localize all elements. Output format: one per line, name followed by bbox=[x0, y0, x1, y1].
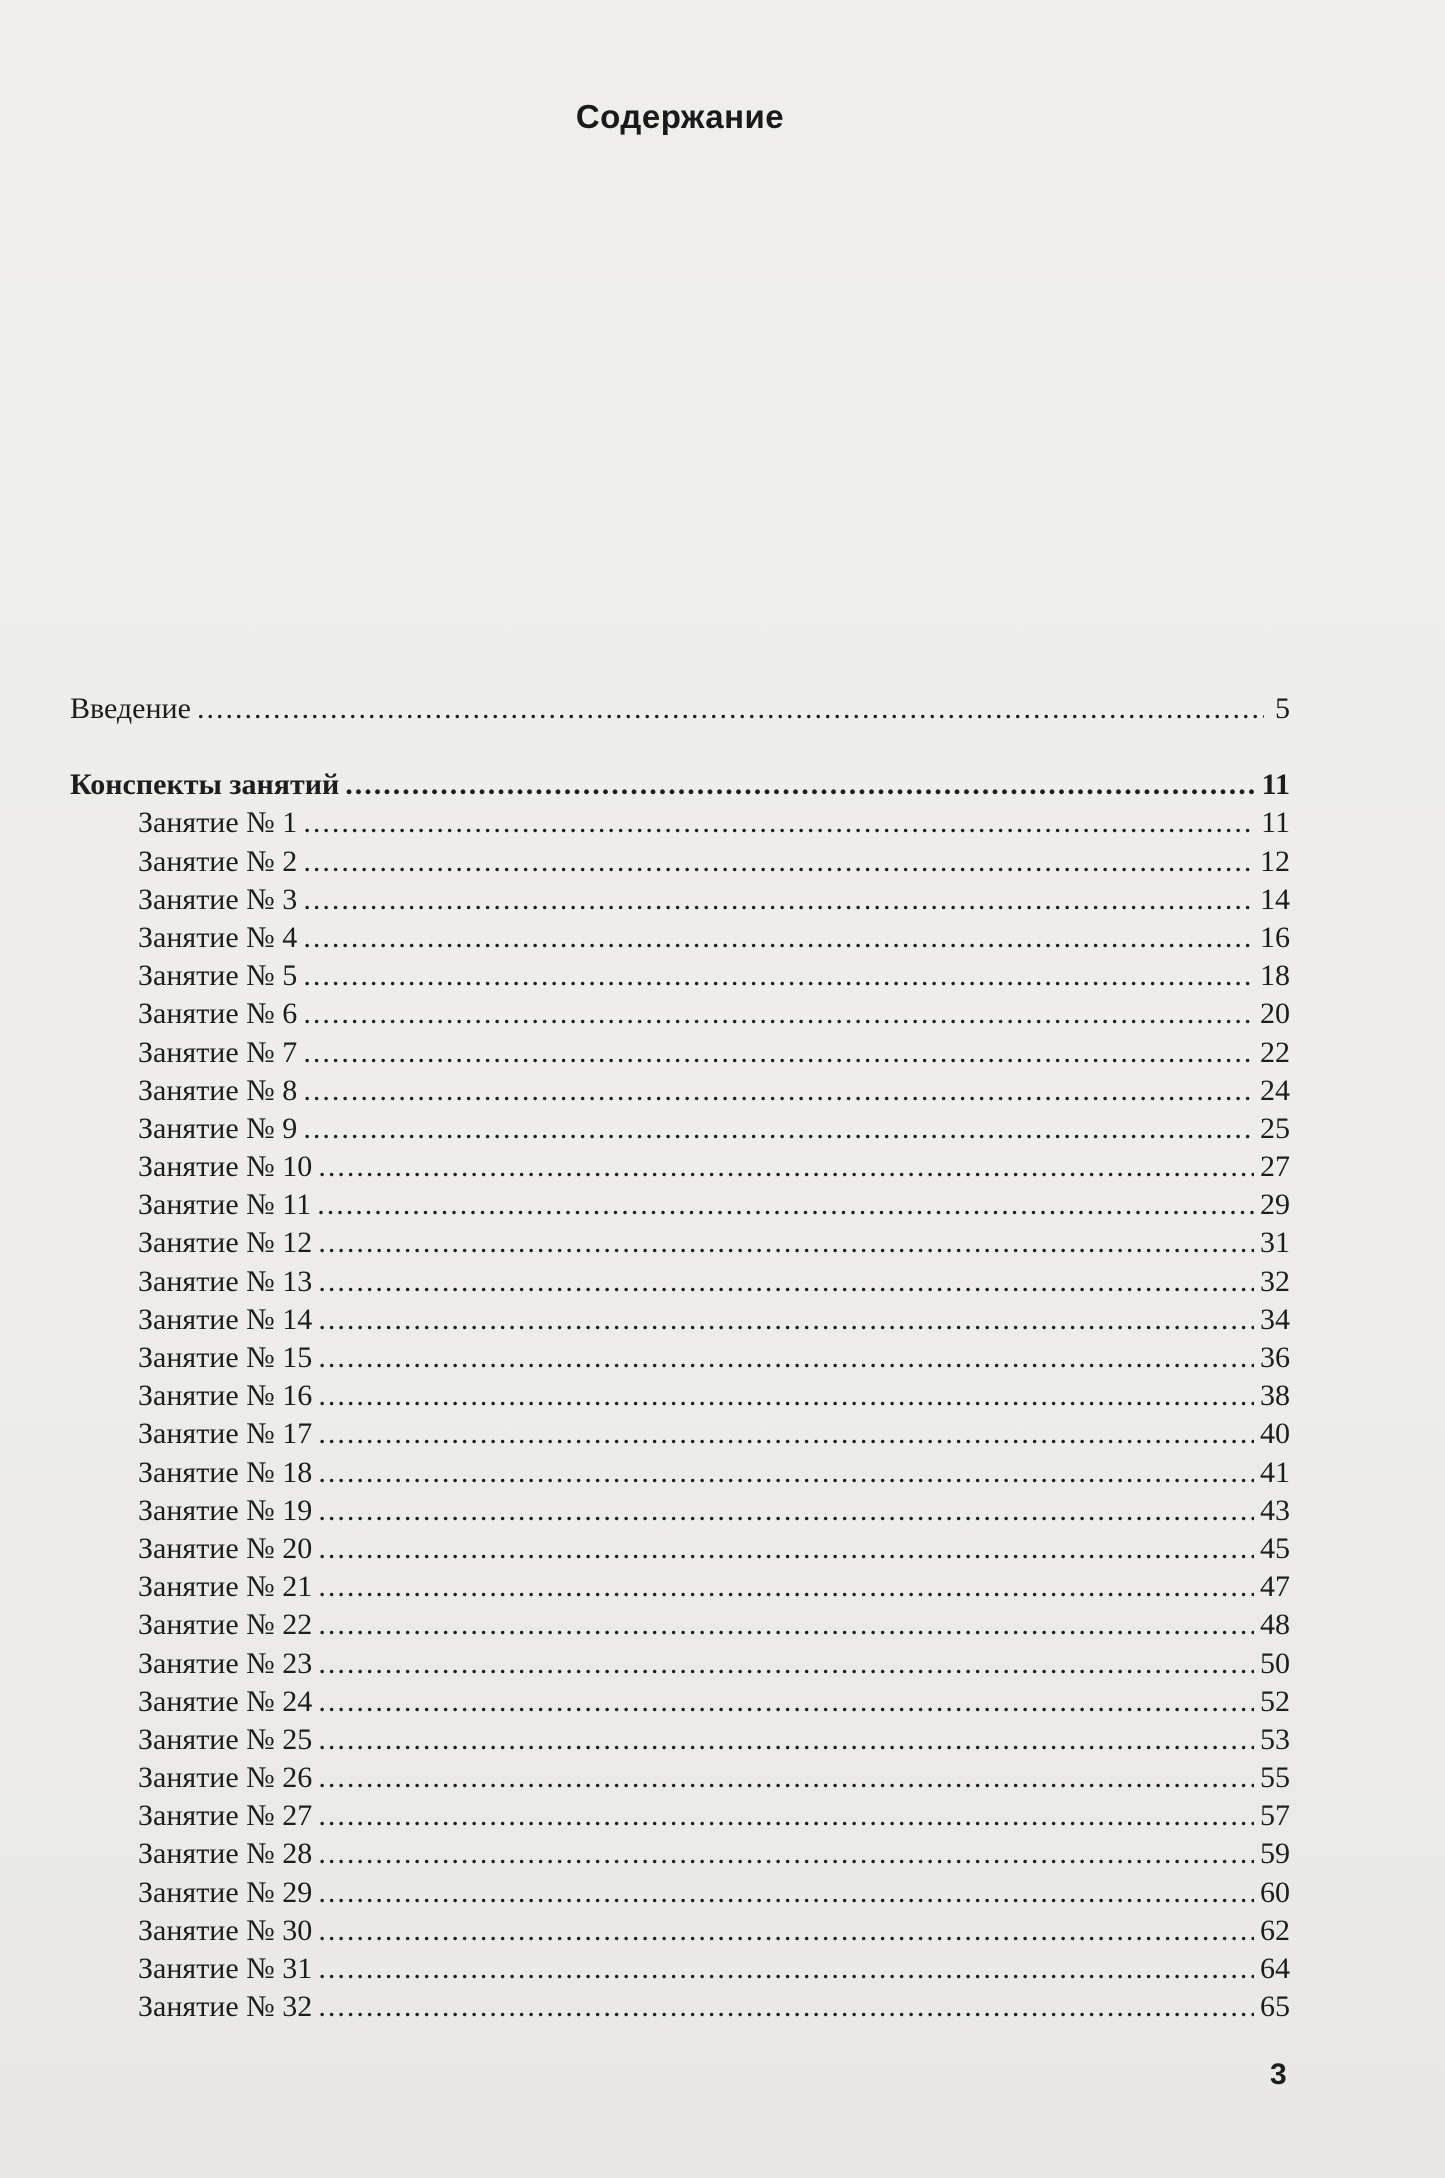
toc-entry bbox=[70, 1645, 1290, 1683]
toc-leader-dots bbox=[318, 1645, 1254, 1683]
toc-leader-dots bbox=[318, 1454, 1254, 1492]
toc-leader-dots bbox=[318, 1568, 1254, 1606]
toc-entry-label: Занятие № 7 bbox=[138, 1035, 298, 1069]
toc-entry-page: 43 bbox=[1260, 1493, 1290, 1527]
toc-entry-label: Занятие № 25 bbox=[138, 1722, 313, 1756]
toc-entry-label: Занятие № 26 bbox=[138, 1761, 313, 1795]
toc-leader-dots bbox=[318, 1797, 1254, 1835]
toc-entry-page: 40 bbox=[1260, 1417, 1290, 1451]
toc-leader-dots bbox=[318, 1339, 1254, 1377]
toc-entry bbox=[70, 804, 1290, 842]
toc-entry bbox=[70, 1950, 1290, 1988]
toc-entry-label: Конспекты занятий bbox=[70, 768, 340, 802]
toc-leader-dots bbox=[318, 1759, 1254, 1797]
page-number: 3 bbox=[1270, 2058, 1287, 2091]
toc-leader-dots bbox=[318, 1492, 1254, 1530]
toc-entry bbox=[70, 1415, 1290, 1453]
toc-entry-page: 32 bbox=[1260, 1264, 1290, 1298]
toc-entry-page: 34 bbox=[1260, 1302, 1290, 1336]
toc-leader-dots bbox=[303, 843, 1254, 881]
page-title: Содержание bbox=[575, 98, 785, 135]
toc-leader-dots bbox=[345, 766, 1255, 804]
toc-entry-label: Занятие № 23 bbox=[138, 1646, 313, 1680]
toc-entry-page: 12 bbox=[1260, 844, 1290, 878]
toc-entry bbox=[70, 1530, 1290, 1568]
toc-entry-page: 11 bbox=[1261, 806, 1290, 840]
toc-leader-dots bbox=[197, 690, 1264, 728]
toc-entry bbox=[70, 766, 1290, 804]
toc-leader-dots bbox=[318, 1301, 1254, 1339]
toc-entry-page: 60 bbox=[1260, 1875, 1290, 1909]
toc-entry bbox=[70, 1263, 1290, 1301]
toc-entry-label: Занятие № 10 bbox=[138, 1150, 313, 1184]
toc-entry-label: Занятие № 20 bbox=[138, 1531, 313, 1565]
toc-entry bbox=[70, 1835, 1290, 1873]
toc-entry-label: Занятие № 13 bbox=[138, 1264, 313, 1298]
toc-entry-page: 5 bbox=[1275, 692, 1290, 725]
toc-entry bbox=[70, 1034, 1290, 1072]
toc-entry-page: 59 bbox=[1260, 1837, 1290, 1871]
toc-leader-dots bbox=[303, 995, 1254, 1033]
toc-leader-dots bbox=[318, 1912, 1254, 1950]
toc-leader-dots bbox=[303, 804, 1255, 842]
toc-entry-label: Занятие № 8 bbox=[138, 1073, 298, 1107]
toc-entry-page: 22 bbox=[1260, 1035, 1290, 1069]
toc-entry-label: Занятие № 28 bbox=[138, 1837, 313, 1871]
toc-entry-page: 62 bbox=[1260, 1913, 1290, 1947]
toc-entry bbox=[70, 1683, 1290, 1721]
toc-entry bbox=[70, 1186, 1290, 1224]
toc-leader-dots bbox=[318, 1224, 1254, 1262]
toc-entry bbox=[70, 1606, 1290, 1644]
toc-entry-page: 50 bbox=[1260, 1646, 1290, 1680]
toc-leader-dots bbox=[318, 1683, 1254, 1721]
toc-entry-label: Занятие № 15 bbox=[138, 1341, 313, 1374]
toc-entry-page: 27 bbox=[1260, 1150, 1290, 1184]
toc-entry bbox=[70, 995, 1290, 1033]
toc-entry bbox=[70, 1224, 1290, 1262]
toc-entry-label: Занятие № 12 bbox=[138, 1226, 313, 1260]
toc-entry-page: 29 bbox=[1260, 1188, 1290, 1222]
toc-entry bbox=[70, 1759, 1290, 1797]
toc-leader-dots bbox=[317, 1186, 1254, 1224]
toc-entry-page: 38 bbox=[1260, 1379, 1290, 1413]
table-of-contents bbox=[70, 690, 1290, 2026]
toc-entry bbox=[70, 881, 1290, 919]
toc-entry bbox=[70, 1912, 1290, 1950]
toc-entry-page: 53 bbox=[1260, 1722, 1290, 1756]
toc-entry-label: Занятие № 4 bbox=[138, 920, 298, 954]
toc-entry bbox=[70, 1339, 1290, 1377]
toc-leader-dots bbox=[318, 1606, 1254, 1644]
toc-entry bbox=[70, 1874, 1290, 1912]
toc-entry-label: Занятие № 22 bbox=[138, 1608, 313, 1642]
toc-entry bbox=[70, 1454, 1290, 1492]
toc-entry-label: Занятие № 16 bbox=[138, 1379, 313, 1413]
toc-leader-dots bbox=[303, 881, 1254, 919]
toc-leader-dots bbox=[318, 1415, 1254, 1453]
toc-leader-dots bbox=[318, 1263, 1254, 1301]
toc-leader-dots bbox=[303, 1072, 1254, 1110]
toc-entry bbox=[70, 843, 1290, 881]
toc-entry-page: 16 bbox=[1260, 920, 1290, 954]
toc-entry-label: Занятие № 17 bbox=[138, 1417, 313, 1451]
toc-entry-page: 65 bbox=[1260, 1990, 1290, 2024]
toc-entry-label: Занятие № 19 bbox=[138, 1493, 313, 1527]
toc-entry-page: 36 bbox=[1260, 1341, 1290, 1374]
toc-entry-page: 41 bbox=[1260, 1455, 1290, 1489]
toc-leader-dots bbox=[318, 1950, 1254, 1988]
toc-entry-label: Занятие № 3 bbox=[138, 882, 298, 916]
toc-entry-label: Занятие № 9 bbox=[138, 1111, 298, 1145]
toc-entry bbox=[70, 1301, 1290, 1339]
toc-leader-dots bbox=[318, 1377, 1254, 1415]
toc-entry-label: Занятие № 18 bbox=[138, 1455, 313, 1489]
toc-entry-page: 25 bbox=[1260, 1111, 1290, 1145]
toc-entry-label: Занятие № 24 bbox=[138, 1684, 313, 1718]
toc-entry-label: Занятие № 5 bbox=[138, 959, 298, 993]
toc-entry-page: 14 bbox=[1260, 882, 1290, 916]
toc-entry bbox=[70, 1148, 1290, 1186]
toc-entry bbox=[70, 1797, 1290, 1835]
toc-entry bbox=[70, 1072, 1290, 1110]
toc-entry-page: 24 bbox=[1260, 1073, 1290, 1107]
toc-entry-page: 18 bbox=[1260, 959, 1290, 993]
toc-entry-page: 31 bbox=[1260, 1226, 1290, 1260]
toc-leader-dots bbox=[318, 1835, 1254, 1873]
toc-leader-dots bbox=[318, 1530, 1254, 1568]
toc-entry bbox=[70, 1568, 1290, 1606]
toc-entry bbox=[70, 1377, 1290, 1415]
toc-entry-page: 47 bbox=[1260, 1570, 1290, 1604]
toc-entry bbox=[70, 957, 1290, 995]
toc-entry-page: 52 bbox=[1260, 1684, 1290, 1718]
toc-entry-label: Введение bbox=[70, 692, 191, 725]
toc-entry-label: Занятие № 11 bbox=[138, 1188, 312, 1222]
toc-entry-label: Занятие № 14 bbox=[138, 1302, 313, 1336]
toc-entry-label: Занятие № 2 bbox=[138, 844, 298, 878]
toc-entry-label: Занятие № 1 bbox=[138, 806, 298, 840]
toc-leader-dots bbox=[303, 919, 1254, 957]
toc-entry-label: Занятие № 32 bbox=[138, 1990, 313, 2024]
toc-entry-page: 11 bbox=[1261, 768, 1290, 802]
toc-entry bbox=[70, 1721, 1290, 1759]
toc-leader-dots bbox=[303, 1110, 1254, 1148]
toc-leader-dots bbox=[303, 957, 1254, 995]
toc-entry-page: 57 bbox=[1260, 1799, 1290, 1833]
toc-leader-dots bbox=[303, 1034, 1254, 1072]
toc-entry-page: 45 bbox=[1260, 1531, 1290, 1565]
toc-leader-dots bbox=[318, 1721, 1254, 1759]
toc-entry-label: Занятие № 27 bbox=[138, 1799, 313, 1833]
toc-entry bbox=[70, 690, 1290, 728]
toc-entry-page: 55 bbox=[1260, 1761, 1290, 1795]
toc-entry-label: Занятие № 30 bbox=[138, 1913, 313, 1947]
toc-entry bbox=[70, 1110, 1290, 1148]
toc-entry-page: 64 bbox=[1260, 1952, 1290, 1985]
toc-leader-dots bbox=[318, 1874, 1254, 1912]
toc-entry-page: 48 bbox=[1260, 1608, 1290, 1642]
toc-leader-dots bbox=[318, 1148, 1254, 1186]
toc-entry-label: Занятие № 31 bbox=[138, 1952, 313, 1985]
toc-entry-page: 20 bbox=[1260, 997, 1290, 1031]
toc-entry bbox=[70, 1988, 1290, 2026]
toc-entry bbox=[70, 1492, 1290, 1530]
toc-leader-dots bbox=[318, 1988, 1254, 2026]
toc-entry bbox=[70, 919, 1290, 957]
toc-entry-label: Занятие № 29 bbox=[138, 1875, 313, 1909]
toc-entry-label: Занятие № 6 bbox=[138, 997, 298, 1031]
toc-entry-label: Занятие № 21 bbox=[138, 1570, 313, 1604]
